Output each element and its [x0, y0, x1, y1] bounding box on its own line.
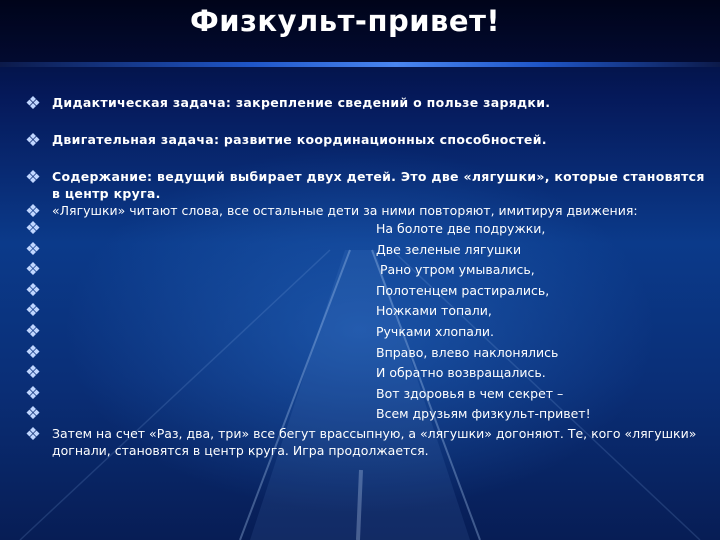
- diamond-bullet-icon: [26, 323, 40, 337]
- bullet-text: Рано утром умывались,: [376, 262, 535, 278]
- bullet-item: [26, 168, 706, 202]
- bullet-item: [26, 94, 706, 111]
- bullet-text: Двигательная задача: развитие координационных способностей.: [52, 132, 547, 147]
- diamond-bullet-icon: [26, 282, 40, 296]
- bullet-text: Вот здоровья в чем секрет –: [376, 385, 564, 401]
- bullet-item: [26, 131, 706, 148]
- diamond-bullet-icon: [26, 241, 40, 255]
- bullet-text: На болоте две подружки,: [376, 221, 546, 236]
- bullet-item: [26, 301, 706, 322]
- bullet-item: [26, 219, 706, 240]
- bullet-item: [26, 240, 706, 261]
- diamond-bullet-icon: [26, 385, 40, 399]
- bullet-item: [26, 363, 706, 384]
- bullet-item: [26, 322, 706, 343]
- diamond-bullet-icon: [26, 203, 40, 217]
- bullet-text: Дидактическая задача: закрепление сведений о пользе зарядки.: [52, 95, 551, 110]
- bullet-item: [26, 202, 706, 219]
- bullet-text: И обратно возвращались.: [376, 365, 546, 381]
- diamond-bullet-icon: [26, 261, 40, 275]
- bullet-list: [26, 94, 706, 459]
- bullet-item: [26, 425, 706, 459]
- slide-title: Физкульт-привет!: [190, 4, 501, 38]
- title-underline: [0, 62, 720, 67]
- diamond-bullet-icon: [26, 132, 40, 146]
- diamond-bullet-icon: [26, 220, 40, 234]
- diamond-bullet-icon: [26, 302, 40, 316]
- diamond-bullet-icon: [26, 405, 40, 419]
- bullet-text: Всем друзьям физкульт-привет!: [376, 406, 591, 422]
- diamond-bullet-icon: [26, 169, 40, 183]
- diamond-bullet-icon: [26, 364, 40, 378]
- bullet-text: Полотенцем растирались,: [376, 282, 550, 298]
- bullet-text: Две зеленые лягушки: [376, 241, 522, 257]
- bullet-text: Содержание: ведущий выбирает двух детей. Это две «лягушки», которые становятся в центр круга.: [52, 169, 705, 201]
- bullet-text: «Лягушки» читают слова, все остальные дети за ними повторяют, имитируя движения:: [52, 203, 638, 218]
- diamond-bullet-icon: [26, 344, 40, 358]
- diamond-bullet-icon: [26, 95, 40, 109]
- bullet-item: [26, 260, 706, 281]
- bullet-item: [26, 343, 706, 364]
- bullet-item: [26, 404, 706, 425]
- bullet-text: Затем на счет «Раз, два, три» все бегут врассыпную, а «лягушки» догоняют. Те, кого «лягушки» догнали, становятся в центр круга. Игра продолжается.: [52, 425, 697, 458]
- bullet-item: [26, 384, 706, 405]
- bullet-text: Вправо, влево наклонялись: [376, 344, 559, 360]
- bullet-text: Ножками топали,: [376, 303, 492, 319]
- bullet-item: [26, 281, 706, 302]
- bullet-text: Ручками хлопали.: [376, 323, 495, 339]
- diamond-bullet-icon: [26, 426, 40, 440]
